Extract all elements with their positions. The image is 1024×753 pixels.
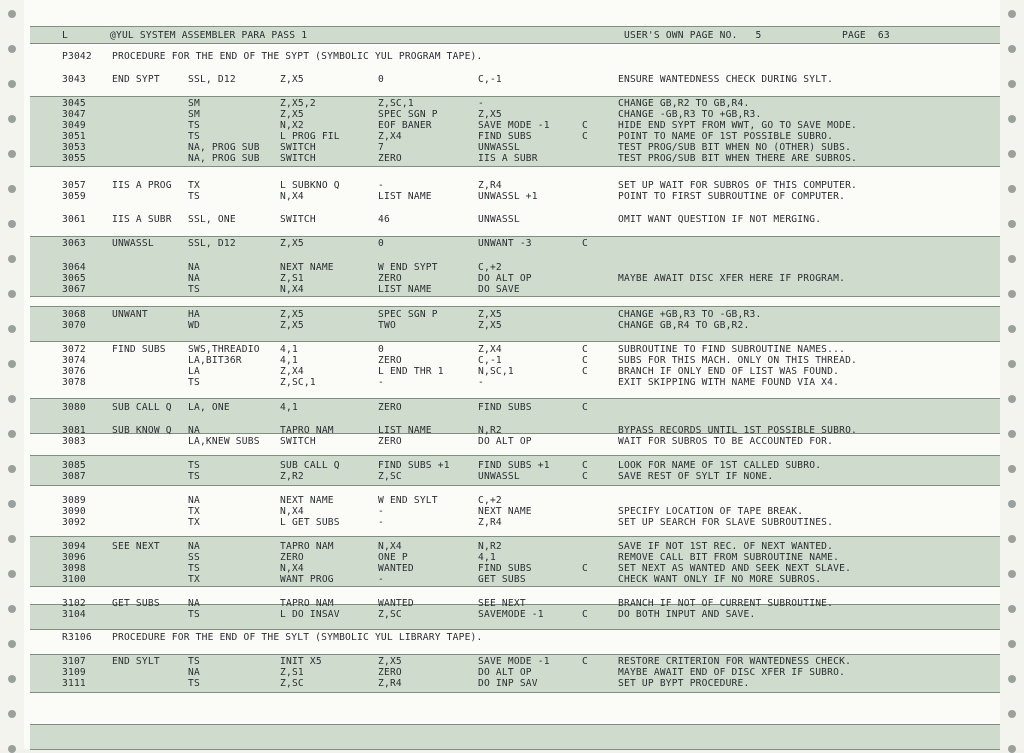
line-address-2: - [378,180,384,191]
line-address-1: 4,1 [280,402,298,413]
line-location: 3070 [62,320,86,331]
line-address-3: 4,1 [478,552,496,563]
line-operation: TS [188,284,200,295]
line-address-3: C,-1 [478,74,502,85]
line-address-2: LIST NAME [378,284,432,295]
line-flag: C [582,609,588,620]
line-location: 3053 [62,142,86,153]
line-address-2: ZERO [378,273,402,284]
line-address-2: ZERO [378,355,402,366]
line-address-2: ZERO [378,153,402,164]
line-address-2: L END THR 1 [378,366,444,377]
section-heading-line [0,51,1024,63]
line-address-2: SPEC SGN P [378,309,438,320]
line-address-1: NEXT NAME [280,262,334,273]
line-flag: C [582,471,588,482]
line-address-1: NEXT NAME [280,495,334,506]
line-operation: TS [188,191,200,202]
line-address-2: 46 [378,214,390,225]
line-address-2: WANTED [378,563,414,574]
line-address-2: Z,SC [378,471,402,482]
line-address-1: INIT X5 [280,656,322,667]
line-operation: SSL, D12 [188,74,236,85]
bar-rule [30,166,1000,167]
header-mark: L [62,30,68,41]
bar-rule [30,536,1000,537]
line-comment: OMIT WANT QUESTION IF NOT MERGING. [618,214,822,225]
line-address-2: 7 [378,142,384,153]
line-address-2: - [378,574,384,585]
section-heading-line [0,632,1024,644]
line-address-2: N,X4 [378,541,402,552]
line-address-3: Z,X4 [478,344,502,355]
listing-line [0,574,1024,586]
line-operation: TX [188,574,200,585]
line-comment: BYPASS RECORDS UNTIL 1ST POSSIBLE SUBRO. [618,425,858,436]
line-operation: NA [188,667,200,678]
line-label: UNWASSL [112,238,154,249]
line-address-2: Z,SC,1 [378,98,414,109]
line-address-3: FIND SUBS [478,563,532,574]
bar-rule [30,586,1000,587]
line-address-3: Z,X5 [478,320,502,331]
line-address-1: N,X4 [280,506,304,517]
line-address-1: TAPRO NAM [280,425,334,436]
line-comment: BRANCH IF NOT OF CURRENT SUBROUTINE. [618,598,834,609]
line-location: 3047 [62,109,86,120]
line-address-2: ONE P [378,552,408,563]
line-flag: C [582,366,588,377]
line-address-1: TAPRO NAM [280,541,334,552]
line-address-1: Z,SC,1 [280,377,316,388]
line-address-1: Z,X5,2 [280,98,316,109]
line-address-2: 0 [378,74,384,85]
line-location: 3090 [62,506,86,517]
line-flag: C [582,563,588,574]
line-comment: SET UP SEARCH FOR SLAVE SUBROUTINES. [618,517,834,528]
listing-line [0,517,1024,529]
sprocket-hole [1008,10,1016,18]
line-location: 3067 [62,284,86,295]
line-comment: SET UP BYPT PROCEDURE. [618,678,750,689]
line-operation: HA [188,309,200,320]
line-address-3: DO ALT OP [478,436,532,447]
line-location: 3061 [62,214,86,225]
line-comment: POINT TO NAME OF 1ST POSSIBLE SUBRO. [618,131,834,142]
line-address-3: C,+2 [478,262,502,273]
line-label: END SYLT [112,656,160,667]
line-location: 3087 [62,471,86,482]
line-address-2: FIND SUBS +1 [378,460,450,471]
line-address-3: FIND SUBS +1 [478,460,550,471]
line-location: 3100 [62,574,86,585]
line-address-3: NEXT NAME [478,506,532,517]
line-label: UNWANT [112,309,148,320]
line-operation: TS [188,471,200,482]
line-operation: TS [188,678,200,689]
listing-line [0,609,1024,621]
line-location: 3089 [62,495,86,506]
line-flag: C [582,656,588,667]
line-address-3: UNWASSL +1 [478,191,538,202]
line-operation: SM [188,98,200,109]
line-comment: SUBS FOR THIS MACH. ONLY ON THIS THREAD. [618,355,858,366]
bar-rule [30,692,1000,693]
line-address-2: TWO [378,320,396,331]
line-comment: SET NEXT AS WANTED AND SEEK NEXT SLAVE. [618,563,852,574]
line-operation: TX [188,180,200,191]
listing-line [0,471,1024,483]
listing-line [0,153,1024,165]
line-address-2: Z,X5 [378,656,402,667]
line-address-1: 4,1 [280,344,298,355]
line-location: 3081 [62,425,86,436]
line-address-3: DO ALT OP [478,273,532,284]
line-address-3: SAVEMODE -1 [478,609,544,620]
bar-rule [30,306,1000,307]
line-address-1: Z,S1 [280,667,304,678]
line-operation: LA,KNEW SUBS [188,436,260,447]
line-address-3: N,SC,1 [478,366,514,377]
line-operation: TS [188,120,200,131]
line-location: 3102 [62,598,86,609]
line-operation: TS [188,656,200,667]
line-location: 3043 [62,74,86,85]
line-address-3: C,-1 [478,355,502,366]
line-operation: SS [188,552,200,563]
line-address-1: Z,X4 [280,366,304,377]
line-location: 3092 [62,517,86,528]
line-address-1: TAPRO NAM [280,598,334,609]
line-comment: MAYBE AWAIT END OF DISC XFER IF SUBRO. [618,667,846,678]
line-address-1: Z,X5 [280,74,304,85]
bar-rule [30,26,1000,27]
bar-rule [30,485,1000,486]
listing-line [0,320,1024,332]
listing-line [0,436,1024,448]
line-location: 3059 [62,191,86,202]
line-address-3: Z,R4 [478,517,502,528]
line-operation: SWS,THREADIO [188,344,260,355]
line-address-2: LIST NAME [378,425,432,436]
line-label: FIND SUBS [112,344,166,355]
line-address-2: ZERO [378,436,402,447]
line-comment: REMOVE CALL BIT FROM SUBROUTINE NAME. [618,552,840,563]
line-address-3: GET SUBS [478,574,526,585]
line-address-2: 0 [378,344,384,355]
line-location: 3072 [62,344,86,355]
line-comment: EXIT SKIPPING WITH NAME FOUND VIA X4. [618,377,840,388]
line-address-3: UNWASSL [478,142,520,153]
line-address-2: Z,X4 [378,131,402,142]
line-comment: SAVE REST OF SYLT IF NONE. [618,471,774,482]
sprocket-hole [8,745,16,753]
line-operation: NA [188,541,200,552]
line-flag: C [582,355,588,366]
bar-rule [30,43,1000,44]
line-address-1: SWITCH [280,153,316,164]
line-address-3: Z,X5 [478,309,502,320]
section-heading: PROCEDURE FOR THE END OF THE SYPT (SYMBOLIC YUL PROGRAM TAPE). [112,51,483,62]
line-address-1: Z,X5 [280,320,304,331]
line-location: 3055 [62,153,86,164]
line-location: R3106 [62,632,92,643]
line-address-3: SAVE MODE -1 [478,656,550,667]
line-address-2: EOF BANER [378,120,432,131]
listing-line [0,74,1024,86]
line-operation: SSL, ONE [188,214,236,225]
line-comment: HIDE END SYPT FROM WWT, GO TO SAVE MODE. [618,120,858,131]
line-address-1: SWITCH [280,436,316,447]
line-comment: RESTORE CRITERION FOR WANTEDNESS CHECK. [618,656,852,667]
sprocket-hole [8,710,16,718]
header-title: @YUL SYSTEM ASSEMBLER PARA PASS 1 [110,30,308,41]
line-operation: TS [188,460,200,471]
line-address-3: - [478,377,484,388]
line-address-1: 4,1 [280,355,298,366]
header-page-number: PAGE 63 [842,30,890,41]
line-comment: SET UP WAIT FOR SUBROS OF THIS COMPUTER. [618,180,858,191]
line-operation: NA [188,425,200,436]
line-location: 3076 [62,366,86,377]
bar-rule [30,236,1000,237]
line-address-1: SWITCH [280,142,316,153]
line-address-1: L PROG FIL [280,131,340,142]
line-flag: C [582,344,588,355]
line-address-2: W END SYLT [378,495,438,506]
line-operation: NA, PROG SUB [188,142,260,153]
bar-rule [30,749,1000,750]
line-operation: LA, ONE [188,402,230,413]
line-location: 3045 [62,98,86,109]
line-address-1: ZERO [280,552,304,563]
line-address-1: N,X4 [280,284,304,295]
line-location: 3109 [62,667,86,678]
line-address-1: Z,X5 [280,238,304,249]
line-address-1: Z,R2 [280,471,304,482]
line-address-3: FIND SUBS [478,402,532,413]
line-address-3: DO SAVE [478,284,520,295]
line-address-1: L DO INSAV [280,609,340,620]
line-comment: MAYBE AWAIT DISC XFER HERE IF PROGRAM. [618,273,846,284]
line-comment: SAVE IF NOT 1ST REC. OF NEXT WANTED. [618,541,834,552]
listing-line [0,191,1024,203]
line-comment: WAIT FOR SUBROS TO BE ACCOUNTED FOR. [618,436,834,447]
line-comment: ENSURE WANTEDNESS CHECK DURING SYLT. [618,74,834,85]
line-location: 3068 [62,309,86,320]
line-address-3: Z,R4 [478,180,502,191]
line-location: 3085 [62,460,86,471]
line-address-2: WANTED [378,598,414,609]
line-flag: C [582,131,588,142]
line-address-2: W END SYPT [378,262,438,273]
line-address-2: ZERO [378,402,402,413]
line-address-3: FIND SUBS [478,131,532,142]
bar-rule [30,341,1000,342]
line-location: 3065 [62,273,86,284]
line-flag: C [582,238,588,249]
sprocket-hole [1008,710,1016,718]
line-location: 3107 [62,656,86,667]
line-operation: LA,BIT36R [188,355,242,366]
line-location: 3098 [62,563,86,574]
listing-line [0,238,1024,250]
page-header [0,30,1024,42]
line-address-2: SPEC SGN P [378,109,438,120]
line-operation: TS [188,377,200,388]
bar-rule [30,398,1000,399]
line-address-3: IIS A SUBR [478,153,538,164]
listing-line [0,214,1024,226]
line-operation: TX [188,506,200,517]
line-address-1: N,X4 [280,191,304,202]
line-label: SEE NEXT [112,541,160,552]
bar-rule [30,724,1000,725]
line-comment: CHECK WANT ONLY IF NO MORE SUBROS. [618,574,822,585]
line-flag: C [582,120,588,131]
line-label: END SYPT [112,74,160,85]
line-operation: TX [188,517,200,528]
line-address-1: SWITCH [280,214,316,225]
line-location: 3051 [62,131,86,142]
line-comment: CHANGE -GB,R3 TO +GB,R3. [618,109,762,120]
line-location: 3064 [62,262,86,273]
line-operation: NA [188,273,200,284]
line-address-2: - [378,377,384,388]
line-address-3: UNWASSL [478,471,520,482]
bar-rule [30,629,1000,630]
line-location: 3074 [62,355,86,366]
line-operation: TS [188,563,200,574]
line-address-1: Z,X5 [280,109,304,120]
line-label: SUB KNOW Q [112,425,172,436]
line-address-2: - [378,506,384,517]
line-comment: CHANGE GB,R2 TO GB,R4. [618,98,750,109]
line-label: SUB CALL Q [112,402,172,413]
listing-line [0,402,1024,414]
bar-rule [30,96,1000,97]
line-label: IIS A SUBR [112,214,172,225]
line-operation: SSL, D12 [188,238,236,249]
line-comment: LOOK FOR NAME OF 1ST CALLED SUBRO. [618,460,822,471]
line-address-1: Z,SC [280,678,304,689]
line-comment: DO BOTH INPUT AND SAVE. [618,609,756,620]
line-location: 3104 [62,609,86,620]
listing-line [0,284,1024,296]
line-address-1: WANT PROG [280,574,334,585]
line-address-3: N,R2 [478,425,502,436]
line-location: 3096 [62,552,86,563]
line-address-3: SEE NEXT [478,598,526,609]
section-heading: PROCEDURE FOR THE END OF THE SYLT (SYMBOLIC YUL LIBRARY TAPE). [112,632,483,643]
line-address-3: DO INP SAV [478,678,538,689]
line-operation: NA, PROG SUB [188,153,260,164]
line-address-2: - [378,517,384,528]
line-address-3: C,+2 [478,495,502,506]
line-comment: CHANGE +GB,R3 TO -GB,R3. [618,309,762,320]
line-operation: WD [188,320,200,331]
line-operation: NA [188,262,200,273]
line-address-1: L GET SUBS [280,517,340,528]
line-address-2: 0 [378,238,384,249]
line-comment: TEST PROG/SUB BIT WHEN THERE ARE SUBROS. [618,153,858,164]
line-address-1: N,X4 [280,563,304,574]
line-address-2: Z,R4 [378,678,402,689]
line-address-1: N,X2 [280,120,304,131]
line-label: GET SUBS [112,598,160,609]
line-address-3: N,R2 [478,541,502,552]
line-operation: NA [188,495,200,506]
sprocket-hole [8,10,16,18]
sprocket-hole [1008,745,1016,753]
line-location: 3063 [62,238,86,249]
line-comment: SUBROUTINE TO FIND SUBROUTINE NAMES... [618,344,846,355]
line-address-2: Z,SC [378,609,402,620]
line-address-3: SAVE MODE -1 [478,120,550,131]
bar-rule [30,455,1000,456]
line-comment: TEST PROG/SUB BIT WHEN NO (OTHER) SUBS. [618,142,852,153]
line-comment: CHANGE GB,R4 TO GB,R2. [618,320,750,331]
line-address-2: LIST NAME [378,191,432,202]
line-comment: SPECIFY LOCATION OF TAPE BREAK. [618,506,804,517]
line-location: 3078 [62,377,86,388]
bar-rule [30,654,1000,655]
line-comment: BRANCH IF ONLY END OF LIST WAS FOUND. [618,366,840,377]
bar-rule [30,296,1000,297]
line-address-3: - [478,98,484,109]
green-bar [30,724,1000,749]
line-address-2: ZERO [378,667,402,678]
listing-line [0,678,1024,690]
line-location: 3083 [62,436,86,447]
line-comment: POINT TO FIRST SUBROUTINE OF COMPUTER. [618,191,846,202]
line-location: 3049 [62,120,86,131]
line-location: 3080 [62,402,86,413]
line-operation: TS [188,609,200,620]
line-address-1: L SUBKNO Q [280,180,340,191]
line-address-1: Z,X5 [280,309,304,320]
line-operation: TS [188,131,200,142]
line-address-1: SUB CALL Q [280,460,340,471]
line-label: IIS A PROG [112,180,172,191]
line-address-3: DO ALT OP [478,667,532,678]
line-flag: C [582,460,588,471]
header-user-page: USER'S OWN PAGE NO. 5 [624,30,762,41]
line-address-3: UNWANT -3 [478,238,532,249]
line-address-3: UNWASSL [478,214,520,225]
listing-line [0,377,1024,389]
line-location: 3094 [62,541,86,552]
line-location: 3057 [62,180,86,191]
line-address-3: Z,X5 [478,109,502,120]
line-location: P3042 [62,51,92,62]
line-location: 3111 [62,678,86,689]
line-operation: NA [188,598,200,609]
line-flag: C [582,402,588,413]
line-operation: SM [188,109,200,120]
line-operation: LA [188,366,200,377]
line-address-1: Z,S1 [280,273,304,284]
